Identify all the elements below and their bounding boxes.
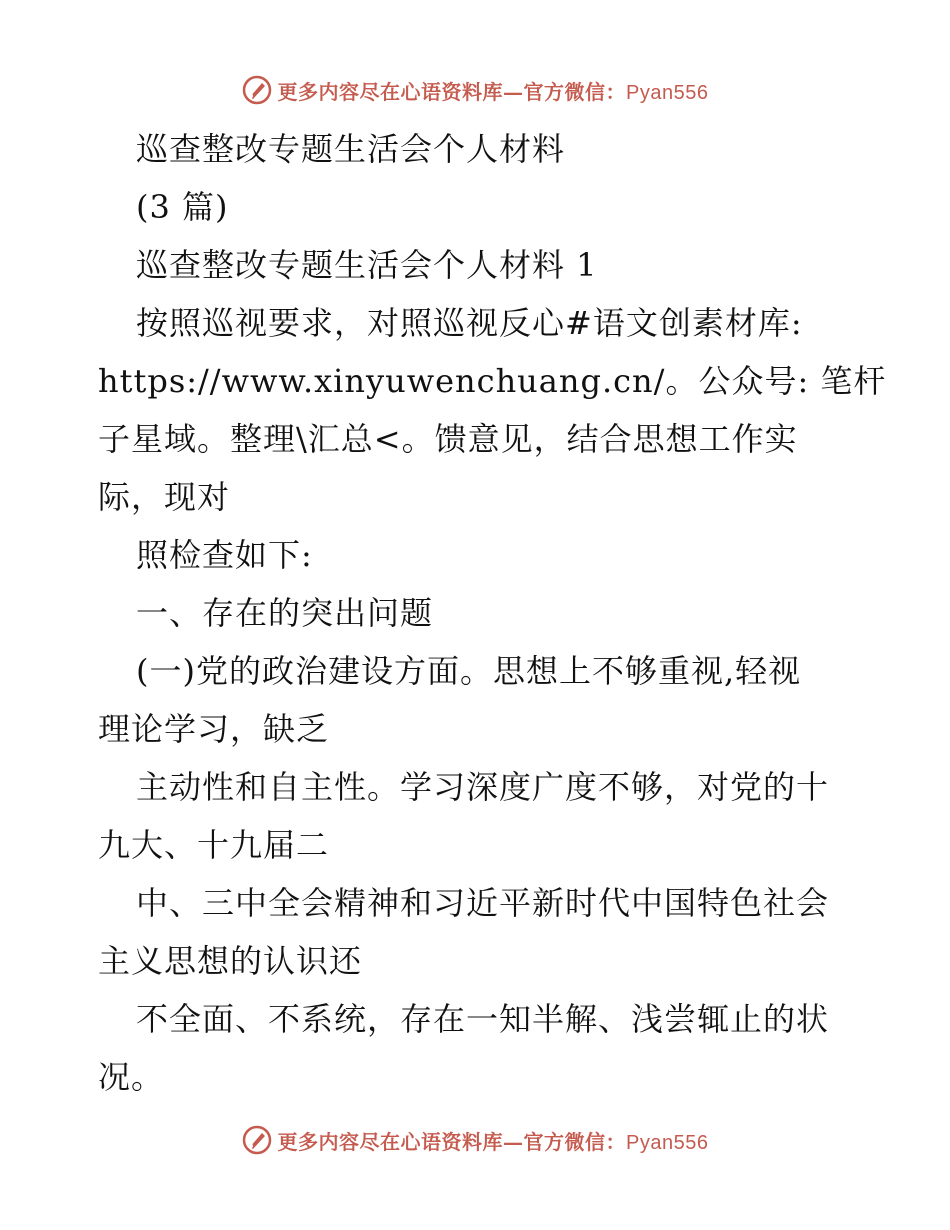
text-line: 中、三中全会精神和习近平新时代中国特色社会 [136,884,830,922]
text-line: 理论学习，缺乏 [98,710,330,748]
text-line: (3 篇) [136,188,229,226]
text-line: 不全面、不系统，存在一知半解、浅尝辄止的状 [136,1000,830,1038]
document-body [98,120,887,1106]
text-line: 按照巡视要求，对照巡视反心#语文创素材库: [136,304,803,342]
text-line: https://www.xinyuwenchuang.cn/。公众号: 笔杆 [98,362,887,400]
watermark-text: 更多内容尽在心语资料库—官方微信：Pyan556 [277,1129,709,1154]
text-line: 际，现对 [98,478,231,516]
text-line: 主动性和自主性。学习深度广度不够，对党的十 [136,768,830,806]
header-watermark-banner [0,70,950,110]
text-line: 主义思想的认识还 [98,942,363,980]
text-line: 况。 [98,1058,165,1096]
watermark-text: 更多内容尽在心语资料库—官方微信：Pyan556 [277,79,709,104]
quill-logo-icon [242,75,272,105]
text-line: 子星域。整理\汇总<。馈意见，结合思想工作实 [98,420,798,458]
quill-logo-icon [242,1125,272,1155]
text-line: 九大、十九届二 [98,826,330,864]
text-line: 一、存在的突出问题 [136,594,434,632]
text-line: (一)党的政治建设方面。思想上不够重视,轻视 [136,652,802,690]
text-line: 巡查整改专题生活会个人材料 [136,130,566,168]
text-line: 巡查整改专题生活会个人材料 1 [136,246,598,284]
text-line: 照检查如下: [136,536,313,574]
footer-watermark-banner [0,1120,950,1160]
wechat-id: Pyan556 [626,81,709,104]
wechat-id: Pyan556 [626,1131,709,1154]
